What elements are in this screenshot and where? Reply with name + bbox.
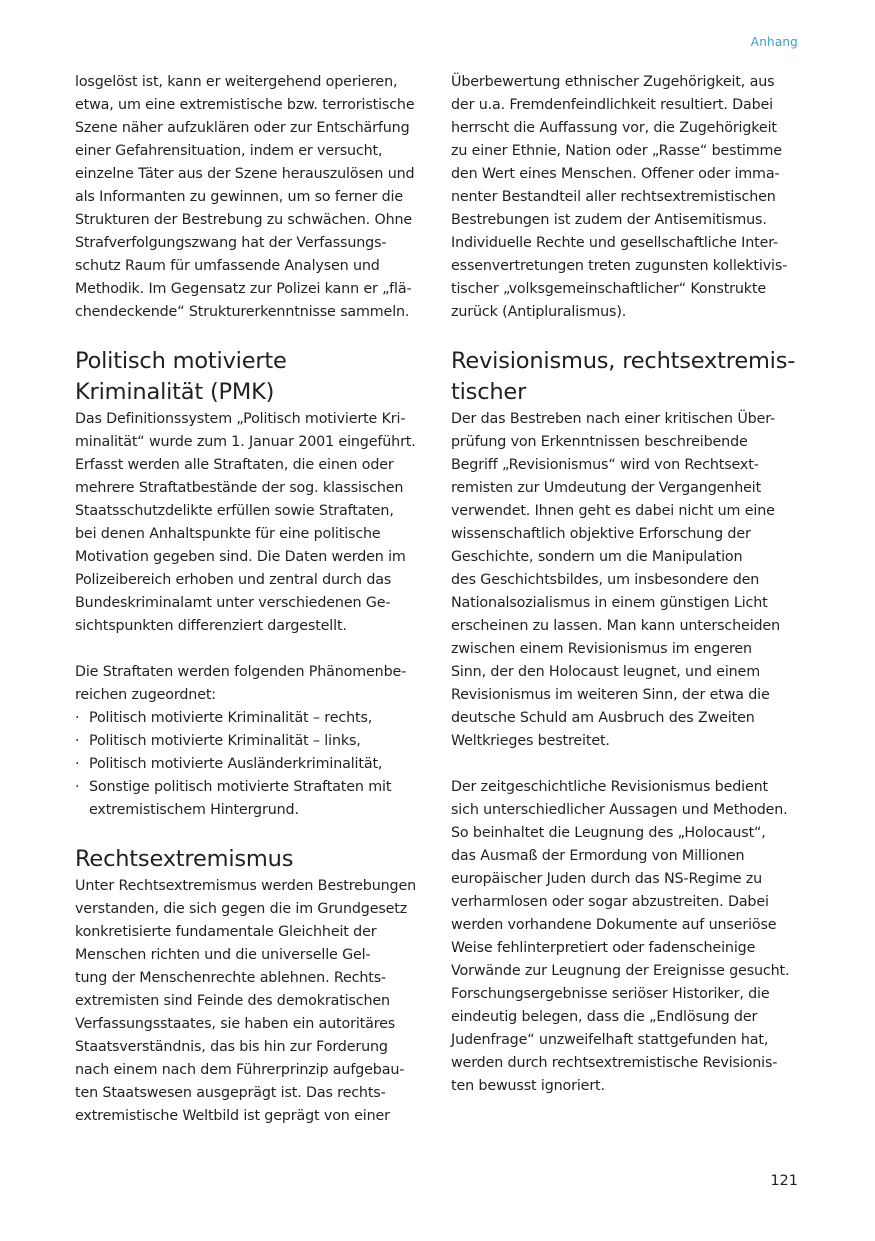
text-line: Motivation gegeben sind. Die Daten werden im bbox=[75, 549, 406, 565]
intro-paragraph-right bbox=[451, 71, 803, 324]
text-line: Bestrebungen ist zudem der Antisemitismus. bbox=[451, 212, 767, 228]
text-line: Judenfrage“ unzweifelhaft stattgefunden hat, bbox=[451, 1032, 769, 1048]
text-line: schutz Raum für umfassende Analysen und bbox=[75, 258, 380, 274]
text-line: nenter Bestandteil aller rechtsextremistischen bbox=[451, 189, 776, 205]
text-line: Geschichte, sondern um die Manipulation bbox=[451, 549, 743, 565]
text-line: einer Gefahrensituation, indem er versucht, bbox=[75, 143, 383, 159]
text-line: Strukturen der Bestrebung zu schwächen. Ohne bbox=[75, 212, 413, 228]
text-line: nach einem nach dem Führerprinzip aufgebau- bbox=[75, 1062, 405, 1078]
revisionismus-paragraph-2 bbox=[451, 776, 803, 1098]
list-item bbox=[75, 753, 427, 776]
text-line: Individuelle Rechte und gesellschaftliche Inter- bbox=[451, 235, 779, 251]
text-line: Staatsverständnis, das bis hin zur Forderung bbox=[75, 1039, 388, 1055]
text-line: prüfung von Erkenntnissen beschreibende bbox=[451, 434, 748, 450]
text-line: zwischen einem Revisionismus im engeren bbox=[451, 641, 752, 657]
text-line: Polizeibereich erhoben und zentral durch das bbox=[75, 572, 392, 588]
text-line: Vorwände zur Leugnung der Ereignisse gesucht. bbox=[451, 963, 790, 979]
text-line: verstanden, die sich gegen die im Grundgesetz bbox=[75, 901, 408, 917]
text-line: verwendet. Ihnen geht es dabei nicht um eine bbox=[451, 503, 775, 519]
text-line: bei denen Anhaltspunkte für eine politische bbox=[75, 526, 381, 542]
text-line: Strafverfolgungszwang hat der Verfassungs- bbox=[75, 235, 387, 251]
text-line: Überbewertung ethnischer Zugehörigkeit, aus bbox=[451, 74, 775, 90]
text-line: Menschen richten und die universelle Gel- bbox=[75, 947, 371, 963]
text-line: verharmlosen oder sogar abzustreiten. Dabei bbox=[451, 894, 769, 910]
running-head-title: Anhang bbox=[750, 35, 798, 49]
text-line: eindeutig belegen, dass die „Endlösung der bbox=[451, 1009, 758, 1025]
text-line: Methodik. Im Gegensatz zur Polizei kann er „flä- bbox=[75, 281, 412, 297]
text-line: den Wert eines Menschen. Offener oder imma- bbox=[451, 166, 780, 182]
heading-line: Politisch motivierte bbox=[75, 348, 287, 374]
text-line: sich unterschiedlicher Aussagen und Methoden. bbox=[451, 802, 788, 818]
text-line: remisten zur Umdeutung der Vergangenheit bbox=[451, 480, 762, 496]
text-line: werden durch rechtsextremistische Revisionis- bbox=[451, 1055, 778, 1071]
section-heading-rechtsextremismus: Rechtsextremismus bbox=[75, 846, 294, 872]
text-line: mehrere Straftatbestände der sog. klassischen bbox=[75, 480, 404, 496]
text-line: als Informanten zu gewinnen, um so ferner die bbox=[75, 189, 403, 205]
text-line: wissenschaftlich objektive Erforschung der bbox=[451, 526, 751, 542]
pmk-paragraph-1 bbox=[75, 408, 427, 638]
text-line: sichtspunkten differenziert dargestellt. bbox=[75, 618, 347, 634]
list-item bbox=[75, 707, 427, 730]
text-line: Der das Bestreben nach einer kritischen Über- bbox=[451, 411, 776, 427]
pmk-paragraph-2 bbox=[75, 661, 427, 707]
text-line: tischer „volksgemeinschaftlicher“ Konstrukte bbox=[451, 281, 767, 297]
text-line: das Ausmaß der Ermordung von Millionen bbox=[451, 848, 745, 864]
list-item-text: Politisch motivierte Ausländerkriminalität, bbox=[89, 756, 383, 772]
list-item-text: extremistischem Hintergrund. bbox=[89, 802, 299, 818]
text-line: werden vorhandene Dokumente auf unseriöse bbox=[451, 917, 777, 933]
text-line: Verfassungsstaates, sie haben ein autoritäres bbox=[75, 1016, 396, 1032]
text-line: herrscht die Auffassung vor, die Zugehörigkeit bbox=[451, 120, 777, 136]
text-line: etwa, um eine extremistische bzw. terroristische bbox=[75, 97, 415, 113]
page-number: 121 bbox=[770, 1173, 798, 1189]
text-line: Staatsschutzdelikte erfüllen sowie Straftaten, bbox=[75, 503, 394, 519]
text-line: Forschungsergebnisse seriöser Historiker, die bbox=[451, 986, 770, 1002]
text-line: extremistische Weltbild ist geprägt von einer bbox=[75, 1108, 390, 1124]
list-item-text: Sonstige politisch motivierte Straftaten mit bbox=[89, 779, 392, 795]
list-item bbox=[75, 776, 427, 799]
text-line: Erfasst werden alle Straftaten, die einen oder bbox=[75, 457, 394, 473]
text-line: Begriff „Revisionismus“ wird von Rechtsext- bbox=[451, 457, 759, 473]
text-line: chendeckende“ Strukturerkenntnisse sammeln. bbox=[75, 304, 410, 320]
text-line: tung der Menschenrechte ablehnen. Rechts- bbox=[75, 970, 387, 986]
list-item-text: Politisch motivierte Kriminalität – links, bbox=[89, 733, 361, 749]
text-line: So beinhaltet die Leugnung des „Holocaust“, bbox=[451, 825, 766, 841]
section-heading-revisionismus bbox=[451, 346, 803, 408]
pmk-bullet-list bbox=[75, 707, 427, 822]
text-line: Bundeskriminalamt unter verschiedenen Ge- bbox=[75, 595, 391, 611]
bullet-marker: · bbox=[75, 710, 80, 726]
text-line: essenvertretungen treten zugunsten kollektivis- bbox=[451, 258, 788, 274]
section-heading-pmk bbox=[75, 346, 427, 408]
text-line: Der zeitgeschichtliche Revisionismus bedient bbox=[451, 779, 768, 795]
heading-line: Kriminalität (PMK) bbox=[75, 379, 275, 405]
text-line: Das Definitionssystem „Politisch motivierte Kri- bbox=[75, 411, 406, 427]
text-line: Unter Rechtsextremismus werden Bestrebungen bbox=[75, 878, 417, 894]
heading-line: tischer bbox=[451, 379, 527, 405]
list-item-text: Politisch motivierte Kriminalität – rechts, bbox=[89, 710, 373, 726]
bullet-marker: · bbox=[75, 733, 80, 749]
bullet-marker: · bbox=[75, 756, 80, 772]
text-line: ten bewusst ignoriert. bbox=[451, 1078, 605, 1094]
text-line: zu einer Ethnie, Nation oder „Rasse“ bestimme bbox=[451, 143, 782, 159]
text-line: deutsche Schuld am Ausbruch des Zweiten bbox=[451, 710, 755, 726]
left-column bbox=[75, 71, 427, 1128]
text-line: minalität“ wurde zum 1. Januar 2001 eingeführt. bbox=[75, 434, 416, 450]
text-line: erscheinen zu lassen. Man kann unterscheiden bbox=[451, 618, 780, 634]
text-line: Revisionismus im weiteren Sinn, der etwa die bbox=[451, 687, 770, 703]
text-line: ten Staatswesen ausgeprägt ist. Das rechts- bbox=[75, 1085, 386, 1101]
text-line: Die Straftaten werden folgenden Phänomenbe- bbox=[75, 664, 407, 680]
text-line: extremisten sind Feinde des demokratischen bbox=[75, 993, 390, 1009]
list-item-continuation bbox=[75, 799, 427, 822]
text-line: europäischer Juden durch das NS-Regime zu bbox=[451, 871, 763, 887]
rechtsextremismus-paragraph bbox=[75, 875, 427, 1128]
text-line: Szene näher aufzuklären oder zur Entschärfung bbox=[75, 120, 410, 136]
revisionismus-paragraph-1 bbox=[451, 408, 803, 753]
text-line: Nationalsozialismus in einem günstigen Licht bbox=[451, 595, 768, 611]
text-line: Weltkrieges bestreitet. bbox=[451, 733, 610, 749]
list-item bbox=[75, 730, 427, 753]
text-line: zurück (Antipluralismus). bbox=[451, 304, 627, 320]
text-line: losgelöst ist, kann er weitergehend operieren, bbox=[75, 74, 398, 90]
text-line: einzelne Täter aus der Szene herauszulösen und bbox=[75, 166, 415, 182]
bullet-marker: · bbox=[75, 779, 80, 795]
heading-line: Revisionismus, rechtsextremis- bbox=[451, 348, 796, 374]
text-line: Sinn, der den Holocaust leugnet, und einem bbox=[451, 664, 760, 680]
text-line: Weise fehlinterpretiert oder fadenscheinige bbox=[451, 940, 756, 956]
text-line: der u.a. Fremdenfeindlichkeit resultiert. Dabei bbox=[451, 97, 773, 113]
text-line: konkretisierte fundamentale Gleichheit der bbox=[75, 924, 377, 940]
right-column bbox=[451, 71, 803, 1098]
intro-paragraph-left bbox=[75, 71, 427, 324]
text-line: des Geschichtsbildes, um insbesondere den bbox=[451, 572, 760, 588]
text-line: reichen zugeordnet: bbox=[75, 687, 216, 703]
